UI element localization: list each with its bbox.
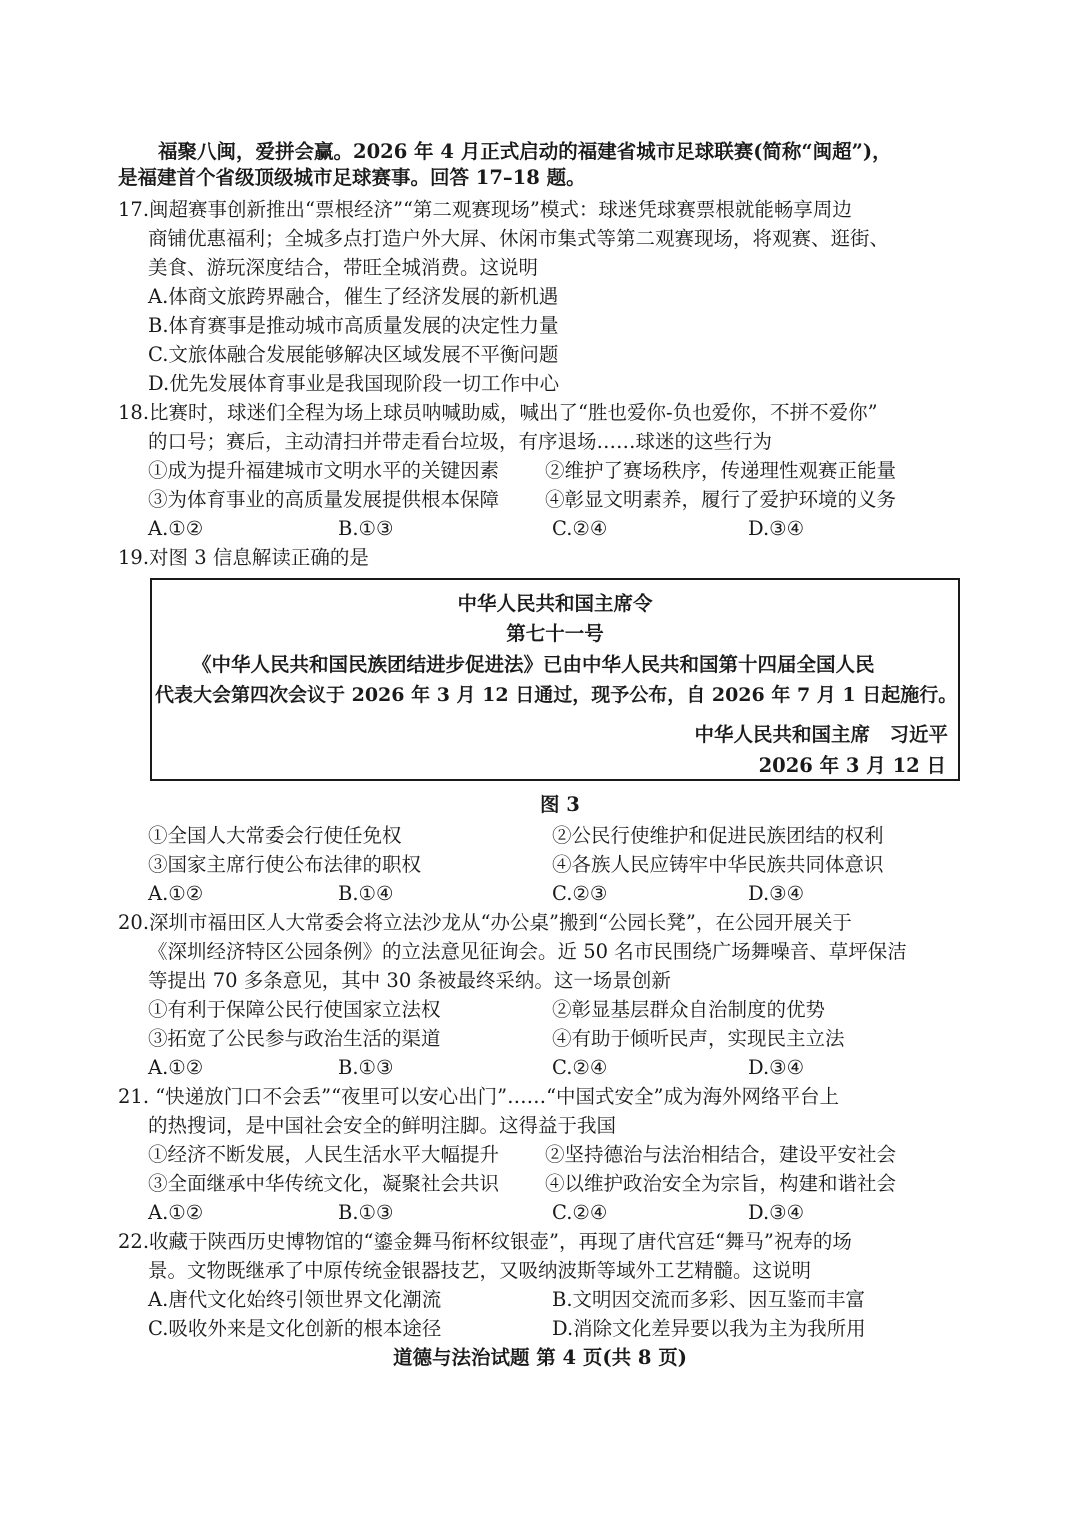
q22-option-a: A.唐代文化始终引领世界文化潮流 — [148, 1288, 442, 1311]
q19-choice-b: B.①④ — [338, 882, 394, 905]
q21-stem-line-2: 的热搜词，是中国社会安全的鲜明注脚。这得益于我国 — [148, 1114, 617, 1137]
q18-statement-1: ①成为提升福建城市文明水平的关键因素 — [148, 459, 500, 482]
q22-option-c: C.吸收外来是文化创新的根本途径 — [148, 1317, 442, 1340]
q19-statement-4: ④各族人民应铸牢中华民族共同体意识 — [552, 853, 884, 876]
intro-line-1: 福聚八闽，爱拼会赢。2026 年 4 月正式启动的福建省城市足球联赛(简称“闽超”)， — [158, 140, 892, 163]
q21-choice-c: C.②④ — [552, 1201, 608, 1224]
q21-stem-line-1: 21. “快递放门口不会丢”“夜里可以安心出门”……“中国式安全”成为海外网络平台上 — [118, 1085, 840, 1108]
q19-choice-d: D.③④ — [748, 882, 805, 905]
figure-body-line-1: 《中华人民共和国民族团结进步促进法》已由中华人民共和国第十四届全国人民 — [192, 653, 875, 676]
q17-option-d: D.优先发展体育事业是我国现阶段一切工作中心 — [148, 372, 560, 395]
q20-stem-line-1: 20.深圳市福田区人大常委会将立法沙龙从“办公桌”搬到“公园长凳”，在公园开展关于 — [118, 911, 852, 934]
q22-stem-line-1: 22.收藏于陕西历史博物馆的“鎏金舞马衔杯纹银壶”，再现了唐代宫廷“舞马”祝寿的场 — [118, 1230, 852, 1253]
q18-stem-line-2: 的口号；赛后，主动清扫并带走看台垃圾，有序退场……球迷的这些行为 — [148, 430, 773, 453]
q17-option-c: C.文旅体融合发展能够解决区域发展不平衡问题 — [148, 343, 559, 366]
q21-statement-1: ①经济不断发展，人民生活水平大幅提升 — [148, 1143, 500, 1166]
q20-statement-2: ②彰显基层群众自治制度的优势 — [552, 998, 826, 1021]
q17-option-b: B.体育赛事是推动城市高质量发展的决定性力量 — [148, 314, 559, 337]
q17-stem-line-2: 商铺优惠福利；全城多点打造户外大屏、休闲市集式等第二观赛现场，将观赛、逛街、 — [148, 227, 890, 250]
q17-option-a: A.体商文旅跨界融合，催生了经济发展的新机遇 — [148, 285, 559, 308]
q20-choice-b: B.①③ — [338, 1056, 394, 1079]
intro-line-2: 是福建首个省级顶级城市足球赛事。回答 17–18 题。 — [118, 166, 586, 189]
q20-statement-4: ④有助于倾听民声，实现民主立法 — [552, 1027, 845, 1050]
q17-stem-line-1: 17.闽超赛事创新推出“票根经济”“第二观赛现场”模式：球迷凭球赛票根就能畅享周边 — [118, 198, 852, 221]
figure-caption: 图 3 — [540, 793, 580, 816]
q20-choice-a: A.①② — [148, 1056, 204, 1079]
q22-option-b: B.文明因交流而多彩、因互鉴而丰富 — [552, 1288, 866, 1311]
q20-choice-d: D.③④ — [748, 1056, 805, 1079]
q21-choice-a: A.①② — [148, 1201, 204, 1224]
q17-stem-line-3: 美食、游玩深度结合，带旺全城消费。这说明 — [148, 256, 539, 279]
q20-stem-line-2: 《深圳经济特区公园条例》的立法意见征询会。近 50 名市民围绕广场舞噪音、草坪保洁 — [148, 940, 907, 963]
q21-statement-4: ④以维护政治安全为宗旨，构建和谐社会 — [545, 1172, 897, 1195]
q20-statement-3: ③拓宽了公民参与政治生活的渠道 — [148, 1027, 441, 1050]
q19-stem: 19.对图 3 信息解读正确的是 — [118, 546, 369, 569]
figure-number: 第七十一号 — [506, 622, 604, 645]
q18-choice-c: C.②④ — [552, 517, 608, 540]
page-footer: 道德与法治试题 第 4 页(共 8 页) — [392, 1346, 688, 1369]
figure-date: 2026 年 3 月 12 日 — [758, 754, 946, 777]
q18-statement-2: ②维护了赛场秩序，传递理性观赛正能量 — [545, 459, 897, 482]
q20-statement-1: ①有利于保障公民行使国家立法权 — [148, 998, 441, 1021]
q21-statement-2: ②坚持德治与法治相结合，建设平安社会 — [545, 1143, 897, 1166]
q19-statement-1: ①全国人大常委会行使任免权 — [148, 824, 402, 847]
figure-3-box — [150, 578, 960, 781]
q22-stem-line-2: 景。文物既继承了中原传统金银器技艺，又吸纳波斯等域外工艺精髓。这说明 — [148, 1259, 812, 1282]
q19-statement-3: ③国家主席行使公布法律的职权 — [148, 853, 422, 876]
q18-statement-4: ④彰显文明素养，履行了爱护环境的义务 — [545, 488, 897, 511]
q21-choice-b: B.①③ — [338, 1201, 394, 1224]
q18-choice-a: A.①② — [148, 517, 204, 540]
figure-signer: 中华人民共和国主席 习近平 — [694, 723, 948, 746]
figure-body-line-2: 代表大会第四次会议于 2026 年 3 月 12 日通过，现予公布，自 2026 年 7 月 1 日起施行。 — [155, 684, 958, 706]
q21-statement-3: ③全面继承中华传统文化，凝聚社会共识 — [148, 1172, 500, 1195]
q20-stem-line-3: 等提出 70 多条意见，其中 30 条被最终采纳。这一场景创新 — [148, 969, 671, 992]
q22-option-d: D.消除文化差异要以我为主为我所用 — [552, 1317, 866, 1340]
q18-choice-d: D.③④ — [748, 517, 805, 540]
q18-statement-3: ③为体育事业的高质量发展提供根本保障 — [148, 488, 500, 511]
q18-stem-line-1: 18.比赛时，球迷们全程为场上球员呐喊助威，喊出了“胜也爱你-负也爱你，不拼不爱你” — [118, 401, 878, 424]
q19-choice-c: C.②③ — [552, 882, 608, 905]
q21-choice-d: D.③④ — [748, 1201, 805, 1224]
q20-choice-c: C.②④ — [552, 1056, 608, 1079]
q18-choice-b: B.①③ — [338, 517, 394, 540]
figure-title: 中华人民共和国主席令 — [457, 592, 653, 615]
q19-choice-a: A.①② — [148, 882, 204, 905]
q19-statement-2: ②公民行使维护和促进民族团结的权利 — [552, 824, 884, 847]
